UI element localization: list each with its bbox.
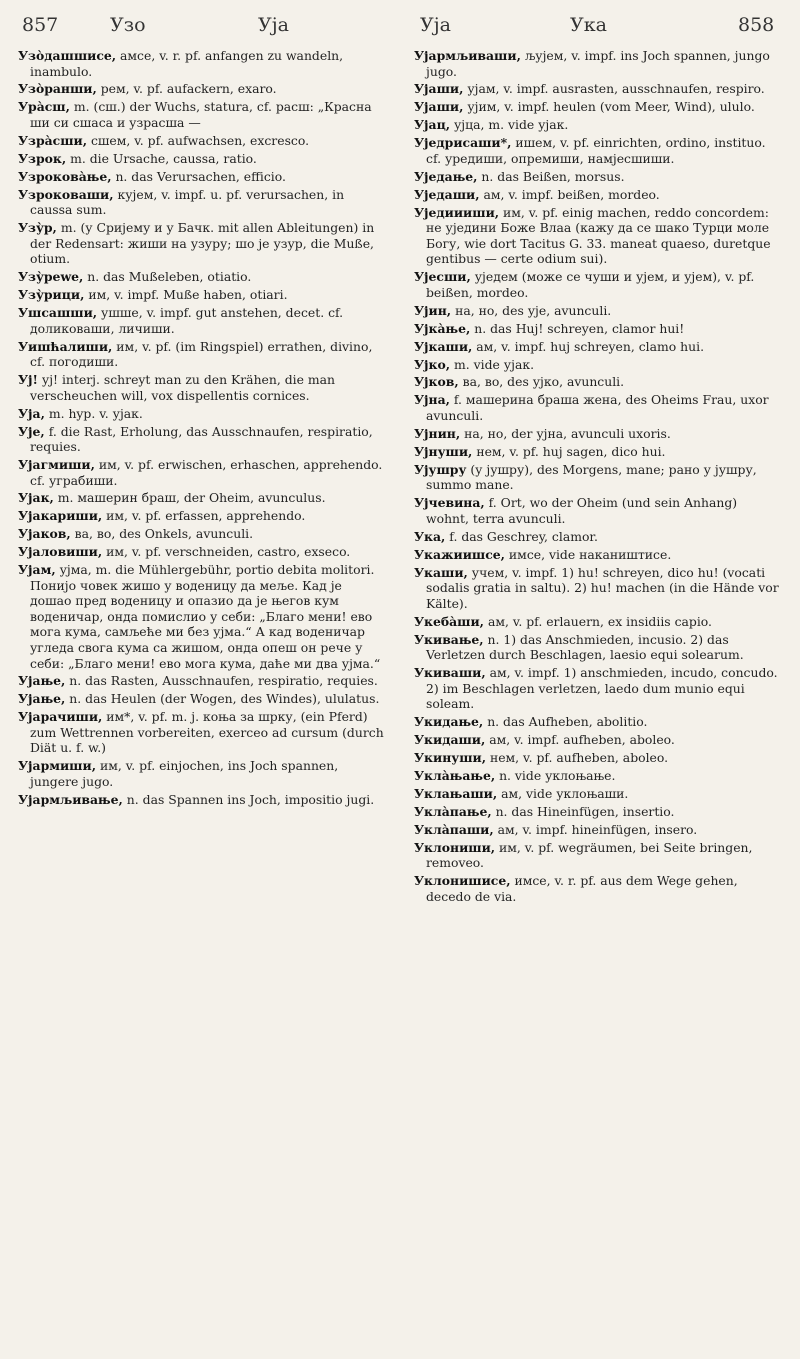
dictionary-entry — [414, 822, 782, 838]
dictionary-entry — [414, 374, 782, 390]
dictionary-entry — [414, 565, 782, 612]
entry-definition: сшем, v. pf. aufwachsen, excresco. — [87, 132, 310, 148]
dictionary-entry — [18, 372, 386, 403]
entry-definition: n. das Beißen, morsus. — [477, 168, 625, 184]
entry-headword: Уједаши, — [414, 186, 480, 202]
dictionary-entry — [414, 48, 782, 79]
entry-headword: Узо̀дашшисе, — [18, 48, 117, 63]
entry-headword: Уједање, — [414, 168, 478, 184]
entry-headword: Ујаши, — [414, 99, 464, 115]
entry-headword: Ујац, — [414, 117, 451, 133]
entry-definition: им, v. pf. erfassen, apprehendo. — [102, 508, 306, 524]
dictionary-entry — [18, 457, 386, 488]
entry-definition: f. машерина браша жена, des Oheims Frau, uxor avunculi. — [426, 392, 769, 423]
dictionary-entry — [414, 614, 782, 630]
entry-definition: n. das Aufheben, abolitio. — [483, 714, 648, 730]
dictionary-entry — [18, 99, 386, 130]
entry-definition: m. (у Сријему и у Бачк. mit allen Ableitungen) in der Redensart: жиши на узуру; шо је узур, die Muße, otium. — [30, 220, 375, 267]
entry-headword: Ука, — [414, 528, 446, 544]
entry-headword: Ујесши, — [414, 269, 471, 285]
entry-headword: Уклонишисе, — [414, 873, 511, 889]
entry-definition: им, v. pf. einjochen, ins Joch spannen, jungere jugo. — [30, 758, 339, 789]
dictionary-entry — [414, 732, 782, 748]
entry-definition: ушше, v. impf. gut anstehen, decet. cf. доликоваши, личиши. — [30, 305, 344, 336]
entry-headword: Укажиишсе, — [414, 546, 505, 562]
dictionary-entry — [18, 48, 386, 79]
dictionary-entry — [414, 426, 782, 442]
entry-headword: Укидаши, — [414, 732, 486, 748]
dictionary-entry — [414, 495, 782, 526]
entry-headword: Узра̀сши, — [18, 132, 88, 148]
entry-definition: f. Ort, wo der Oheim (und sein Anhang) wohnt, terra avunculi. — [426, 495, 738, 526]
dictionary-entry — [414, 444, 782, 460]
dictionary-entry — [18, 562, 386, 671]
entry-definition: ам, v. impf. hineinfügen, insero. — [493, 821, 698, 837]
entry-definition: амсе, v. r. pf. anfangen zu wandeln, inambulo. — [30, 48, 344, 79]
entry-headword: Ујармљивање, — [18, 791, 123, 807]
dictionary-entry — [18, 187, 386, 218]
entry-definition: кујем, v. impf. u. pf. verursachen, in caussa sum. — [30, 186, 345, 218]
entry-definition: рем, v. pf. aufackern, exaro. — [96, 81, 277, 97]
entry-headword: Ујаловиши, — [18, 544, 103, 560]
entry-headword: Укла̀пање, — [414, 803, 492, 819]
entry-headword: Узу̀р, — [18, 220, 57, 236]
entry-definition: им, v. pf. wegräumen, bei Seite bringen, removeo. — [426, 839, 753, 871]
entry-definition: ам, vide уклоњаши. — [497, 785, 629, 801]
page-header — [0, 14, 800, 40]
entry-definition: m. hyp. v. ујак. — [44, 405, 143, 421]
entry-headword: Ујармиши, — [18, 758, 97, 774]
dictionary-entry — [18, 490, 386, 506]
entry-definition: n. das Verursachen, efficio. — [111, 168, 286, 184]
entry-headword: Ујање, — [18, 673, 66, 689]
entry-definition: им, v. pf. erwischen, erhaschen, apprehendo. cf. уграбиши. — [30, 456, 383, 488]
guide-word-right-2: Ука — [570, 14, 607, 36]
entry-definition: n. das Huj! schreyen, clamor hui! — [470, 320, 685, 336]
entry-headword: Ујко, — [414, 356, 451, 372]
dictionary-entry — [18, 287, 386, 303]
guide-word-left-1: Узо — [110, 14, 146, 36]
entry-headword: Ујин, — [414, 302, 452, 318]
dictionary-entry — [414, 205, 782, 267]
entry-definition: n. das Heulen (der Wogen, des Windes), ululatus. — [65, 691, 380, 707]
left-column — [18, 48, 386, 810]
entry-definition: n. das Rasten, Ausschnaufen, respiratio, requies. — [65, 673, 378, 689]
entry-definition: учем, v. impf. 1) hu! schreyen, dico hu! (vocati sodalis gratia in saltu). 2) hu! machen (in die Hände vor Kälte). — [426, 564, 779, 611]
dictionary-entry — [18, 133, 386, 149]
entry-definition: f. die Rast, Erholung, das Ausschnaufen, respiratio, requies. — [30, 423, 373, 455]
dictionary-entry — [414, 81, 782, 97]
dictionary-entry — [414, 462, 782, 493]
entry-headword: Ујам, — [18, 562, 56, 578]
guide-word-left-2: Уја — [258, 14, 289, 36]
dictionary-entry — [414, 392, 782, 423]
entry-headword: Ујаков, — [18, 526, 71, 542]
entry-headword: Узу̀рици, — [18, 287, 85, 303]
dictionary-entry — [414, 357, 782, 373]
entry-definition: нем, v. pf. huj sagen, dico hui. — [472, 443, 666, 459]
entry-definition: ујим, v. impf. heulen (vom Meer, Wind), ululo. — [463, 99, 755, 115]
dictionary-entry — [414, 135, 782, 166]
dictionary-entry — [414, 117, 782, 133]
dictionary-entry — [18, 526, 386, 542]
entry-definition: имсе, vide накаништисе. — [504, 546, 672, 562]
dictionary-entry — [18, 339, 386, 370]
dictionary-entry — [414, 750, 782, 766]
page-number-left: 857 — [22, 14, 59, 36]
page-number-right: 858 — [738, 14, 775, 36]
entry-headword: Уишћалиши, — [18, 338, 113, 354]
dictionary-entry — [414, 99, 782, 115]
dictionary-entry — [18, 81, 386, 97]
entry-headword: Укеба̀ши, — [414, 613, 484, 629]
entry-definition: ишем, v. pf. einrichten, ordino, instituo. cf. уредиши, опремиши, намјесшиши. — [426, 135, 766, 166]
entry-headword: Укивање, — [414, 631, 484, 647]
entry-headword: Укла̀паши, — [414, 821, 494, 837]
entry-definition: уј! interj. schreyt man zu den Krähen, die man verscheuchen will, vox dispellentis cornices. — [30, 372, 336, 403]
entry-headword: Укла̀њање, — [414, 767, 496, 783]
entry-definition: ва, во, des Onkels, avunculi. — [70, 526, 254, 542]
dictionary-entry — [18, 151, 386, 167]
entry-headword: Ујна, — [414, 392, 450, 408]
dictionary-entry — [414, 547, 782, 563]
entry-headword: Узрок, — [18, 150, 67, 166]
entry-definition: m. машерин браш, der Oheim, avunculus. — [53, 490, 326, 506]
dictionary-entry — [18, 508, 386, 524]
entry-headword: Ујнуши, — [414, 443, 473, 459]
entry-headword: Уједиииши, — [414, 204, 500, 220]
entry-definition: ам, v. pf. erlauern, ex insidiis capio. — [484, 613, 712, 629]
entry-definition: f. das Geschrey, clamor. — [445, 528, 598, 544]
entry-definition: на, но, der ујна, avunculi uxoris. — [460, 425, 671, 441]
dictionary-entry — [18, 673, 386, 689]
entry-definition: ујца, m. vide ујак. — [450, 117, 569, 133]
entry-definition: им, v. pf. (im Ringspiel) errathen, divino, cf. погодиши. — [30, 338, 373, 370]
entry-definition: ам, v. impf. huj schreyen, clamo hui. — [472, 338, 705, 354]
entry-headword: Ушсашши, — [18, 305, 98, 321]
entry-definition: ва, во, des ујко, avunculi. — [458, 374, 625, 390]
dictionary-entry — [18, 691, 386, 707]
dictionary-entry — [18, 406, 386, 422]
dictionary-entry — [18, 758, 386, 789]
entry-headword: Ујање, — [18, 691, 66, 707]
entry-headword: Ујаши, — [414, 81, 464, 97]
entry-definition: ам, v. impf. beißen, mordeo. — [479, 186, 660, 202]
entry-headword: Уј! — [18, 372, 38, 388]
entry-headword: Ује, — [18, 423, 45, 439]
entry-definition: n. das Hineinfügen, insertio. — [491, 803, 675, 819]
dictionary-entry — [414, 873, 782, 904]
entry-definition: n. das Mußeleben, otiatio. — [83, 269, 252, 285]
dictionary-entry — [414, 804, 782, 820]
dictionary-entry — [414, 786, 782, 802]
entry-definition: m. die Ursache, caussa, ratio. — [66, 150, 257, 166]
dictionary-entry — [414, 321, 782, 337]
dictionary-entry — [18, 709, 386, 756]
dictionary-entry — [18, 269, 386, 285]
dictionary-entry — [18, 544, 386, 560]
entry-definition: ујма, m. die Mühlergebühr, portio debita molitori. Понијо човек жишо у воденицу да меље. Кад је дошао пред воденицу и опазио да је његов кум воденичар, онда помислио у себи: „Благо мени! ево мога кума, самљеће ми без ујма.“ А кад воденичар угледа свога кума са жишом, онда опеш он рече у себи: „Благо мени! ево мога кума, даће ми два ујма.“ — [30, 562, 381, 671]
dictionary-entry — [18, 169, 386, 185]
entry-definition: (у јушру), des Morgens, mane; рано у јушру, summo mane. — [426, 461, 757, 493]
entry-headword: Ујагмиши, — [18, 456, 95, 472]
entry-definition: љујем, v. impf. ins Joch spannen, jungo jugo. — [426, 48, 770, 79]
entry-headword: Ујармљиваши, — [414, 48, 521, 63]
entry-headword: Ујкаши, — [414, 338, 473, 354]
entry-definition: n. vide уклоњање. — [495, 767, 616, 783]
entry-headword: Ура̀сш, — [18, 99, 70, 115]
dictionary-entry — [18, 792, 386, 808]
entry-headword: Ујка̀ње, — [414, 320, 471, 336]
entry-definition: ам, v. impf. aufheben, aboleo. — [485, 732, 675, 748]
entry-definition: ујам, v. impf. ausrasten, ausschnaufen, respiro. — [463, 81, 765, 97]
right-column — [414, 48, 782, 907]
dictionary-entry — [414, 269, 782, 300]
dictionary-entry — [18, 220, 386, 267]
dictionary-entry — [18, 305, 386, 336]
entry-definition: m. vide ујак. — [450, 356, 535, 372]
entry-headword: Уједрисаши*, — [414, 135, 512, 151]
dictionary-entry — [414, 187, 782, 203]
entry-headword: Узо̀ранши, — [18, 81, 97, 97]
entry-definition: имсе, v. r. pf. aus dem Wege gehen, decedo de via. — [426, 873, 738, 904]
entry-headword: Узу̀реwе, — [18, 269, 84, 285]
entry-headword: Укаши, — [414, 564, 468, 580]
entry-definition: им, v. pf. einig machen, reddo concordem: не уједини Боже Влаа (кажу да се шако Турци моле Богу, wie dort Tacitus G. 33. maneat quaeso, duretque gentibus — certe odium sui). — [426, 204, 771, 267]
entry-definition: уједем (може се чуши и ујем, и ујем), v. pf. beißen, mordeo. — [426, 269, 755, 300]
entry-definition: ам, v. impf. 1) anschmieden, incudo, concudo. 2) im Beschlagen verletzen, laedo dum munio equi soleam. — [426, 665, 778, 712]
entry-headword: Ујакариши, — [18, 508, 103, 524]
entry-headword: Ујков, — [414, 374, 459, 390]
entry-headword: Ујушру — [414, 461, 467, 477]
dictionary-entry — [414, 529, 782, 545]
dictionary-entry — [414, 768, 782, 784]
entry-headword: Ујчевина, — [414, 495, 485, 511]
entry-definition: нем, v. pf. aufheben, aboleo. — [486, 749, 669, 765]
guide-word-right-1: Уја — [420, 14, 451, 36]
dictionary-entry — [414, 339, 782, 355]
entry-definition: n. 1) das Anschmieden, incusio. 2) das Verletzen durch Beschlagen, laesio equi solearum. — [426, 631, 744, 663]
entry-definition: m. (сш.) der Wuchs, statura, cf. расш: „Красна ши си сшаса и узрасша — — [30, 99, 372, 130]
dictionary-entry — [414, 169, 782, 185]
entry-definition: на, но, des ује, avunculi. — [451, 302, 612, 318]
entry-definition: им, v. pf. verschneiden, castro, exseco. — [102, 544, 351, 560]
dictionary-entry — [18, 424, 386, 455]
dictionary-entry — [414, 303, 782, 319]
entry-headword: Ујарачиши, — [18, 709, 103, 725]
entry-definition: им, v. impf. Muße haben, otiari. — [84, 287, 288, 303]
entry-headword: Узрокова̀ње, — [18, 168, 112, 184]
entry-headword: Уја, — [18, 405, 45, 421]
entry-definition: n. das Spannen ins Joch, impositio jugi. — [122, 791, 375, 807]
entry-headword: Укиваши, — [414, 665, 486, 681]
dictionary-entry — [414, 840, 782, 871]
entry-headword: Ујак, — [18, 490, 54, 506]
entry-headword: Уклањаши, — [414, 785, 498, 801]
dictionary-entry — [414, 714, 782, 730]
entry-headword: Ујнин, — [414, 425, 461, 441]
entry-headword: Уклониши, — [414, 839, 496, 855]
dictionary-entry — [414, 665, 782, 712]
entry-headword: Укидање, — [414, 714, 484, 730]
entry-definition: им*, v. pf. m. j. коња за шрку, (ein Pferd) zum Wettrennen vorbereiten, exerceo ad cursum (durch Diät u. f. w.) — [30, 709, 384, 756]
entry-headword: Узроковаши, — [18, 186, 114, 202]
dictionary-entry — [414, 632, 782, 663]
entry-headword: Укинуши, — [414, 749, 487, 765]
